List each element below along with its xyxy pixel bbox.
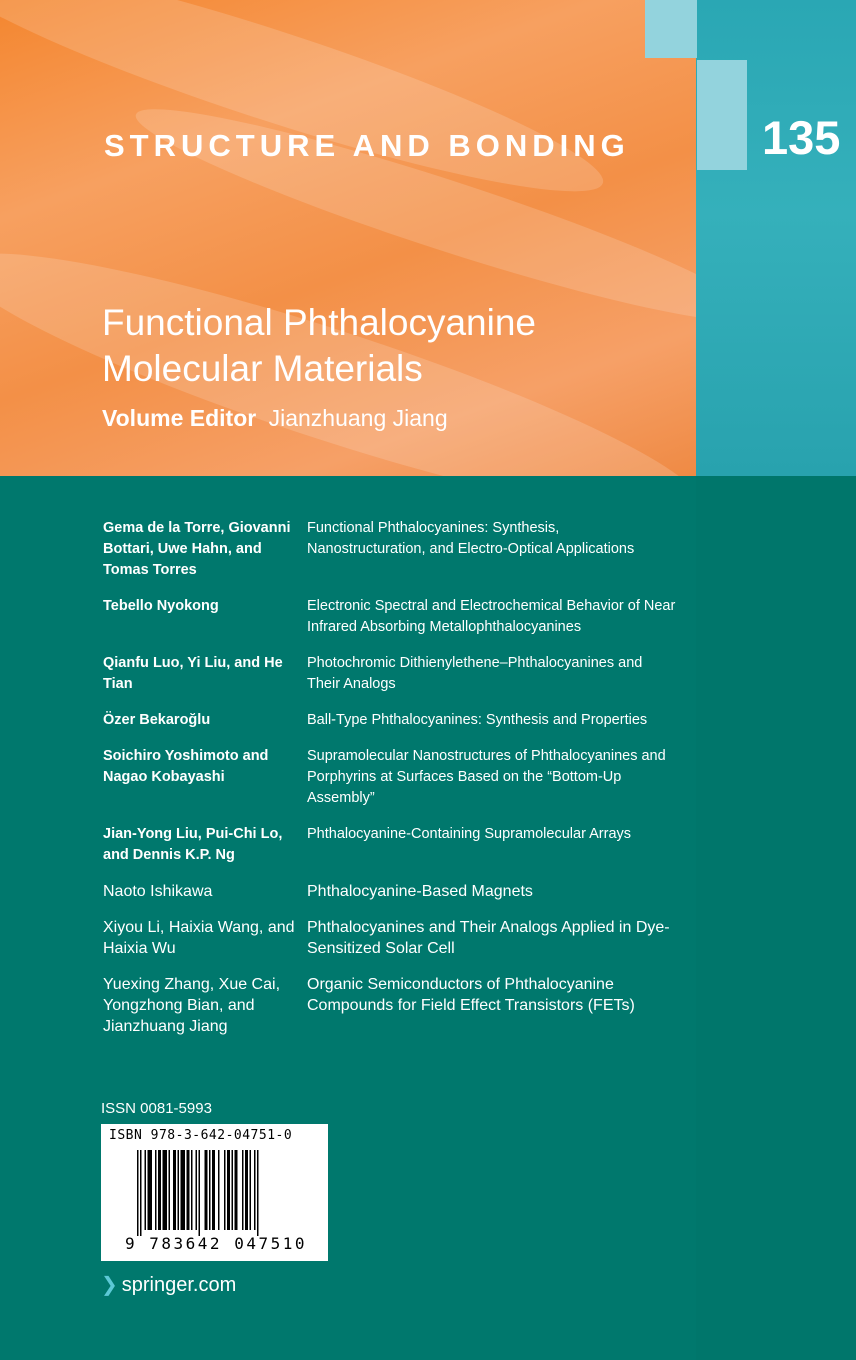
barcode-bar [148,1150,153,1230]
toc-entry [103,746,683,809]
back-panel-strip [696,476,856,1360]
decorative-rectangle [697,60,747,170]
toc-chapter: Phthalocyanines and Their Analogs Applied in Dye-Sensitized Solar Cell [307,919,670,957]
toc-authors: Xiyou Li, Haixia Wang, and Haixia Wu [103,919,295,957]
barcode-bar [232,1150,234,1230]
toc-authors: Jian-Yong Liu, Pui-Chi Lo, and Dennis K.P. Ng [103,826,283,863]
barcode-bar [155,1150,157,1230]
barcode-bar [196,1150,198,1230]
toc-entry [103,710,683,731]
toc-chapter: Phthalocyanine-Containing Supramolecular Arrays [307,826,632,842]
table-of-contents [103,518,683,1052]
barcode-bar [191,1150,193,1230]
toc-chapter: Functional Phthalocyanines: Synthesis, Nanostructuration, and Electro-Optical Applications [307,520,635,557]
toc-authors: Yuexing Zhang, Xue Cai, Yongzhong Bian, and Jianzhuang Jiang [103,976,281,1035]
barcode-bar [199,1150,201,1236]
volume-number: 135 [762,111,841,164]
toc-chapter: Organic Semiconductors of Phthalocyanine Compounds for Field Effect Transistors (FETs) [307,976,635,1014]
toc-authors: Özer Bekaroğlu [103,712,211,728]
barcode-bar [137,1150,139,1236]
isbn-number: ISBN 978-3-642-04751-0 [109,1128,293,1143]
barcode-bar [205,1150,208,1230]
decorative-square [645,0,697,58]
toc-chapter: Photochromic Dithienylethene–Phthalocyanines and Their Analogs [307,655,643,692]
barcode-bar [257,1150,259,1236]
toc-entry [103,974,683,1037]
toc-chapter: Supramolecular Nanostructures of Phthalocyanines and Porphyrins at Surfaces Based on the “Bottom-Up Assembly” [307,748,666,806]
barcode [101,1124,328,1261]
toc-entry [103,881,683,902]
barcode-bar [140,1150,142,1236]
barcode-bar [227,1150,230,1230]
barcode-bar [145,1150,147,1230]
toc-chapter: Ball-Type Phthalocyanines: Synthesis and Properties [307,712,648,728]
volume-editor [102,405,448,432]
toc-entry [103,917,683,959]
publisher-link[interactable] [101,1272,236,1297]
toc-authors: Tebello Nyokong [103,598,219,614]
toc-entry [103,518,683,581]
barcode-bar [187,1150,190,1230]
toc-authors: Soichiro Yoshimoto and Nagao Kobayashi [103,748,269,785]
barcode-bar [242,1150,244,1230]
chevron-right-icon: ❯ [101,1274,118,1296]
toc-authors: Qianfu Luo, Yi Liu, and He Tian [103,655,283,692]
barcode-bar [245,1150,248,1230]
barcode-bars [137,1150,305,1236]
barcode-bar [254,1150,256,1230]
barcode-digits: 9 783642 047510 [125,1234,307,1253]
toc-chapter: Phthalocyanine-Based Magnets [307,883,533,900]
barcode-bar [212,1150,215,1230]
barcode-bar [235,1150,238,1230]
book-title [102,300,662,392]
barcode-bar [169,1150,171,1230]
issn: ISSN 0081-5993 [101,1100,212,1117]
series-title: STRUCTURE AND BONDING [104,128,630,163]
barcode-bar [163,1150,168,1230]
barcode-bar [224,1150,226,1230]
book-title-line: Functional Phthalocyanine [102,302,537,343]
publisher-url: springer.com [121,1274,237,1296]
barcode-bar [178,1150,180,1230]
editor-label: Volume Editor [102,405,257,431]
toc-entry [103,824,683,866]
toc-chapter: Electronic Spectral and Electrochemical Behavior of Near Infrared Absorbing Metallophthalocyanines [307,598,676,635]
barcode-bar [158,1150,161,1230]
toc-authors: Gema de la Torre, Giovanni Bottari, Uwe Hahn, and Tomas Torres [103,520,291,578]
toc-entry [103,596,683,638]
toc-authors: Naoto Ishikawa [103,883,213,900]
barcode-bar [173,1150,176,1230]
barcode-bar [218,1150,220,1230]
barcode-bar [209,1150,211,1230]
barcode-bar [181,1150,186,1230]
book-title-line: Molecular Materials [102,348,423,389]
editor-name: Jianzhuang Jiang [268,405,448,431]
toc-entry [103,653,683,695]
barcode-bar [250,1150,252,1230]
